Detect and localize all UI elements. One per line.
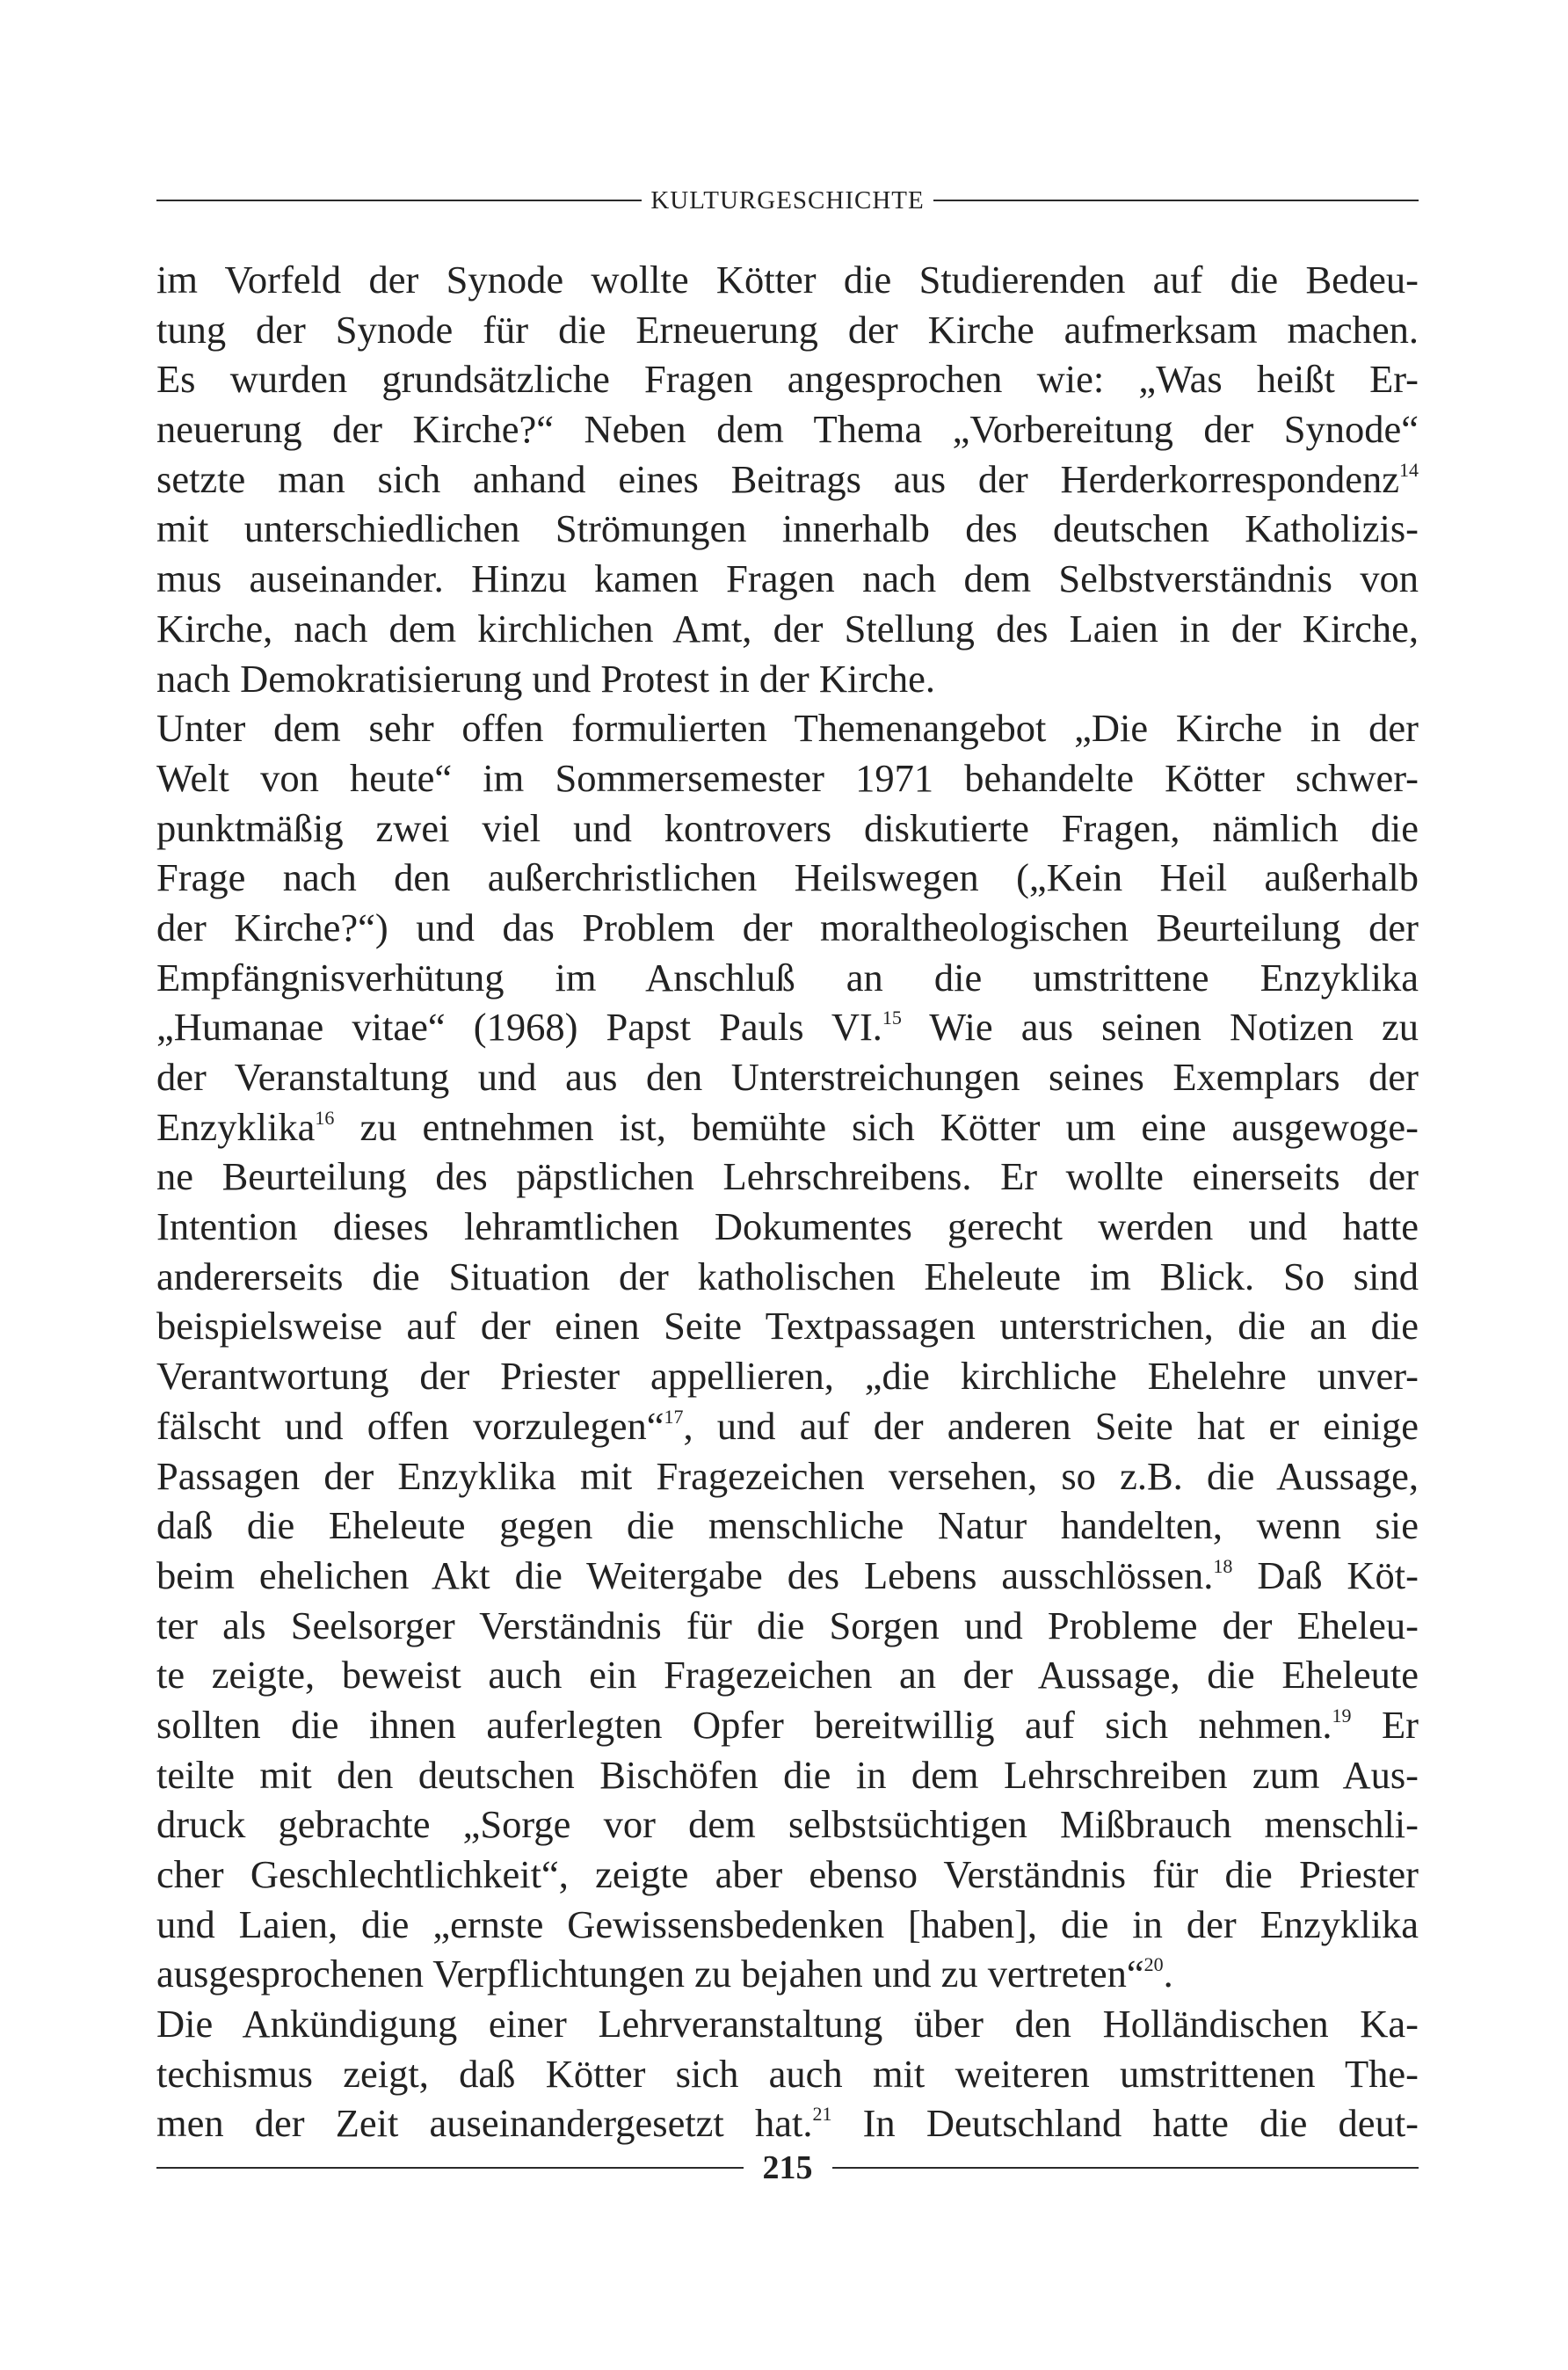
text-line — [156, 1102, 1419, 1152]
line-text: te zeigte, beweist auch ein Fragezeichen an der Aussage, die Eheleute — [156, 1653, 1419, 1698]
text-line — [156, 1052, 1419, 1102]
line-text: Die Ankündigung einer Lehrveranstaltung über den Holländischen Ka- — [156, 2002, 1419, 2046]
footnote-ref: 14 — [1399, 458, 1419, 481]
page-footer — [156, 2150, 1419, 2185]
line-text: druck gebrachte „Sorge vor dem selbstsüchtigen Mißbrauch menschli- — [156, 1802, 1419, 1847]
line-text: mit unterschiedlichen Strömungen innerhalb des deutschen Katholizis- — [156, 506, 1419, 551]
footnote-ref: 16 — [315, 1106, 335, 1129]
text-line — [156, 1900, 1419, 1950]
line-text: techismus zeigt, daß Kötter sich auch mit weiteren umstrittenen The- — [156, 2051, 1419, 2096]
line-text: Unter dem sehr offen formulierten Themenangebot „Die Kirche in der — [156, 706, 1419, 751]
page-number: 215 — [762, 2149, 813, 2186]
line-text: „Humanae vitae“ (1968) Papst Pauls VI. — [156, 1005, 882, 1050]
text-line — [156, 953, 1419, 1003]
line-text: im Vorfeld der Synode wollte Kötter die Studierenden auf die Bedeu- — [156, 258, 1419, 302]
line-text: Wie aus seinen Notizen zu — [929, 1005, 1419, 1050]
running-head — [156, 183, 1419, 218]
line-text: Passagen der Enzyklika mit Fragezeichen versehen, so z.B. die Aussage, — [156, 1453, 1419, 1498]
line-text: tung der Synode für die Erneuerung der Kirche aufmerksam machen. — [156, 307, 1419, 352]
line-text: zu entnehmen ist, bemühte sich Kötter um eine ausgewoge- — [359, 1104, 1419, 1149]
footer-rule-left — [156, 2167, 744, 2169]
line-text: ne Beurteilung des päpstlichen Lehrschreibens. Er wollte einerseits der — [156, 1154, 1419, 1199]
text-line — [156, 354, 1419, 404]
text-line — [156, 1601, 1419, 1651]
line-text: Welt von heute“ im Sommersemester 1971 behandelte Kötter schwer- — [156, 755, 1419, 800]
text-line — [156, 853, 1419, 903]
text-line — [156, 1002, 1419, 1052]
line-text: der Kirche?“) und das Problem der moraltheologischen Beurteilung der — [156, 905, 1419, 949]
running-title: KULTURGESCHICHTE — [650, 185, 925, 214]
footnote-ref: 17 — [664, 1405, 684, 1428]
line-text: nach Demokratisierung und Protest in der Kirche. — [156, 656, 936, 701]
line-text: , und auf der anderen Seite hat er einige — [683, 1403, 1419, 1448]
text-line — [156, 803, 1419, 854]
text-line — [156, 1351, 1419, 1401]
line-text: men der Zeit auseinandergesetzt hat. — [156, 2101, 813, 2146]
line-text: Empfängnisverhütung im Anschluß an die umstrittene Enzyklika — [156, 955, 1419, 1000]
text-line — [156, 454, 1419, 505]
text-line — [156, 654, 1419, 704]
text-line — [156, 1252, 1419, 1302]
line-text: Er — [1382, 1702, 1419, 1747]
text-line — [156, 604, 1419, 654]
line-text: Intention dieses lehramtlichen Dokumentes gerecht werden und hatte — [156, 1204, 1419, 1249]
text-line — [156, 404, 1419, 454]
text-line — [156, 1850, 1419, 1900]
text-line — [156, 1301, 1419, 1351]
line-text: beim ehelichen Akt die Weitergabe des Lebens ausschlössen. — [156, 1552, 1214, 1597]
text-line — [156, 1451, 1419, 1501]
footnote-ref: 15 — [882, 1007, 902, 1029]
text-line — [156, 1551, 1419, 1601]
text-line — [156, 255, 1419, 305]
text-line — [156, 1700, 1419, 1750]
text-line — [156, 504, 1419, 554]
line-text: . — [1163, 1952, 1173, 1996]
header-rule-right — [933, 200, 1419, 201]
line-text: beispielsweise auf der einen Seite Textpassagen unterstrichen, die an die — [156, 1304, 1419, 1349]
text-line — [156, 1999, 1419, 2049]
footnote-ref: 19 — [1332, 1704, 1352, 1727]
line-text: Frage nach den außerchristlichen Heilswegen („Kein Heil außerhalb — [156, 855, 1419, 900]
text-line — [156, 1949, 1419, 1999]
line-text: neuerung der Kirche?“ Neben dem Thema „Vorbereitung der Synode“ — [156, 407, 1419, 452]
text-line — [156, 903, 1419, 953]
text-line — [156, 1152, 1419, 1202]
line-text: andererseits die Situation der katholischen Eheleute im Blick. So sind — [156, 1254, 1419, 1298]
text-line — [156, 703, 1419, 753]
text-line — [156, 1202, 1419, 1252]
text-line — [156, 554, 1419, 604]
footnote-ref: 21 — [812, 2103, 832, 2126]
text-line — [156, 2098, 1419, 2148]
text-line — [156, 1401, 1419, 1451]
line-text: sollten die ihnen auferlegten Opfer bereitwillig auf sich nehmen. — [156, 1702, 1332, 1747]
text-line — [156, 1650, 1419, 1700]
text-line — [156, 753, 1419, 803]
footer-rule-right — [832, 2167, 1419, 2169]
text-line — [156, 1750, 1419, 1800]
line-text: Enzyklika — [156, 1104, 316, 1149]
text-line — [156, 2049, 1419, 2099]
line-text: mus auseinander. Hinzu kamen Fragen nach dem Selbstverständnis von — [156, 556, 1419, 601]
line-text: cher Geschlechtlichkeit“, zeigte aber ebenso Verständnis für die Priester — [156, 1852, 1419, 1896]
header-rule-left — [156, 200, 642, 201]
line-text: Es wurden grundsätzliche Fragen angesprochen wie: „Was heißt Er- — [156, 357, 1419, 402]
line-text: Verantwortung der Priester appellieren, „die kirchliche Ehelehre unver- — [156, 1354, 1419, 1399]
line-text: setzte man sich anhand eines Beitrags aus der Herderkorrespondenz — [156, 456, 1399, 501]
line-text: und Laien, die „ernste Gewissensbedenken [haben], die in der Enzyklika — [156, 1901, 1419, 1946]
line-text: fälscht und offen vorzulegen“ — [156, 1403, 664, 1448]
line-text: teilte mit den deutschen Bischöfen die in dem Lehrschreiben zum Aus- — [156, 1752, 1419, 1797]
footnote-ref: 20 — [1143, 1953, 1164, 1976]
text-line — [156, 305, 1419, 355]
line-text: ter als Seelsorger Verständnis für die Sorgen und Probleme der Eheleu- — [156, 1603, 1419, 1647]
line-text: der Veranstaltung und aus den Unterstreichungen seines Exemplars der — [156, 1055, 1419, 1099]
body-text — [156, 255, 1419, 2148]
line-text: Kirche, nach dem kirchlichen Amt, der Stellung des Laien in der Kirche, — [156, 606, 1419, 651]
line-text: In Deutschland hatte die deut- — [862, 2101, 1419, 2146]
line-text: daß die Eheleute gegen die menschliche Natur handelten, wenn sie — [156, 1503, 1419, 1548]
text-line — [156, 1799, 1419, 1850]
line-text: Daß Köt- — [1257, 1552, 1419, 1597]
footnote-ref: 18 — [1213, 1554, 1233, 1577]
line-text: punktmäßig zwei viel und kontrovers diskutierte Fragen, nämlich die — [156, 805, 1419, 850]
text-line — [156, 1501, 1419, 1551]
line-text: ausgesprochenen Verpflichtungen zu bejahen und zu vertreten“ — [156, 1952, 1144, 1996]
